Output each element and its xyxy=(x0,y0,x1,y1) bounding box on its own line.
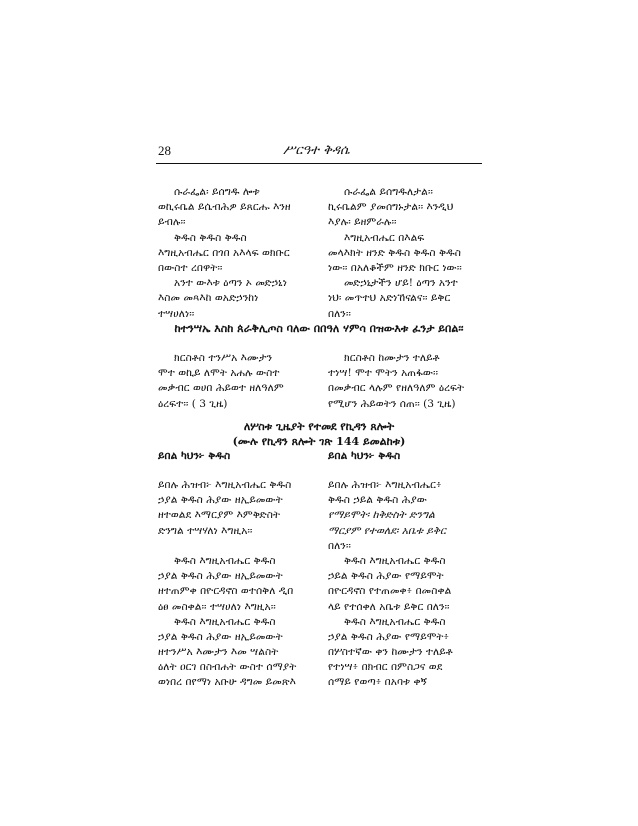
block1-left-column xyxy=(158,185,316,322)
text-line: መድኃኒታችን ሆይ! ዕጣን አንተ xyxy=(344,277,458,290)
text-line: ክርስቶስ ከሙታን ተለይቶ xyxy=(344,352,440,364)
text-line: ድንግል ተሣሃለነ እግዚአ፡፡ xyxy=(158,524,253,537)
text-line: ዘተንሥአ እሙታን እመ ሣልስት xyxy=(158,646,279,659)
block2-right-column xyxy=(328,351,486,412)
running-title: ሥርዓተ ቅዳሴ xyxy=(283,143,350,158)
block3-right-column xyxy=(328,478,486,691)
text-line: ሱራፌል ይሰግዱለታል፡፡ xyxy=(344,186,433,198)
text-line: ወነበረ በየማነ አቡሁ ዳግመ ይመጽእ xyxy=(158,676,296,689)
text-line: የማይሞት፡ ከቅድስት ድንግል xyxy=(328,509,435,522)
text-line: መላእክት ዘንድ ቅዱስ ቅዱስ ቅዱስ xyxy=(328,246,461,259)
text-line: ኃያል ቅዱስ ሕያው ዘኢይመውት xyxy=(158,494,283,507)
text-line: ሱራፌል፡ ይሰግዱ ሎቱ xyxy=(174,186,260,198)
page-number: 28 xyxy=(158,143,171,158)
text-line: ሞተ ወኪይ ለሞት አሐሉ ውስተ xyxy=(158,367,280,380)
block3-left-column xyxy=(158,478,316,691)
text-line: ኃያል ቅዱስ ሕያው የማይሞት፥ xyxy=(328,630,450,643)
text-line: የሚሆን ሕይወትን ሰጠ፡፡ (3 ጊዜ) xyxy=(328,397,456,410)
text-line: ነው፡፡ በአለቆችም ዘንድ ክቡር ነው፡፡ xyxy=(328,261,462,274)
text-line: ይበሉ ሕዝብ፦ እግዚአብሔር፥ xyxy=(328,479,442,491)
text-line: ኃይል ቅዱስ ሕያው የማይሞት xyxy=(328,570,444,583)
text-line xyxy=(158,539,316,554)
text-line: አንተ ውእቱ ዕጣን ኦ መድኃኒነ xyxy=(174,277,287,290)
header-rule xyxy=(156,163,482,164)
priest-label-right xyxy=(328,449,486,464)
text-line: ዕረፍተ፡፡ ( 3 ጊዜ) xyxy=(158,397,228,410)
text-line: ቅዱስ እግዚአብሔር ቅዱስ xyxy=(174,554,276,567)
text-line: ላይ የተሰቀለ አቤቱ ይቅር በለን፡፡ xyxy=(328,600,450,613)
text-line: ወኪሩቤል ይሴብሕዎ ይጸርሑ እንዘ xyxy=(158,201,291,214)
text-line: ዕፀ መስቀል፡፡ ተሣሀለነ እግዚአ፡፡ xyxy=(158,600,276,613)
text-line: ዘተጠምቀ በዮርዳኖስ ወተሰቅለ ዲበ xyxy=(158,585,294,598)
text-line: ቅዱስ እግዚአብሔር ቅዱስ xyxy=(344,615,446,628)
text-line: ክርስቶስ ተንሥአ እሙታን xyxy=(174,352,273,364)
text-line: ይብሉ፡፡ xyxy=(158,216,186,229)
block1-right-column xyxy=(328,185,486,322)
text-line: ይበሉ ሕዝብ፦ እግዚአብሔር ቅዱስ xyxy=(158,479,292,491)
text-line: ሰማይ የወጣ፥ በአባቱ ቀኝ xyxy=(328,676,427,689)
text-line: ተሣሀለነ፡፡ xyxy=(158,307,195,320)
text-line: በለን፡፡ xyxy=(328,539,351,552)
section-heading: ከተንሣኤ እስከ ጰራቅሊጦስ ባለው በበዓለ ሃምሳ በዝውእቱ ፈንታ ይበል፡፡ xyxy=(174,322,464,335)
text-line: እግዚአብሔር በእልፍ xyxy=(344,231,425,244)
text-line: ኪሩቤልም ያመሰግኑታል፡፡ እንዲህ xyxy=(328,201,454,214)
text-line: እግዚአብሔር በጎበ አእላፍ ወክቡር xyxy=(158,246,290,259)
text-line: ተነሣ! ሞተ ሞትን አጠፋው፡፡ xyxy=(328,367,438,380)
text-line: ማርያም የተወለደ፡ አቤቱ ይቅር xyxy=(328,524,446,537)
text-line: የተነሣ፥ በክብር በምስጋና ወደ xyxy=(328,661,443,674)
text-line: ቅዱስ ኃይል ቅዱስ ሕያው xyxy=(328,494,427,507)
text-line: በመቃብር ላሉም የዘለዓለም ዕረፍት xyxy=(328,382,465,395)
block2-left-column xyxy=(158,351,316,412)
text-line: ይበል ካህን፦ ቅዱስ xyxy=(328,450,401,462)
text-line: ይበል ካህን፦ ቅዱስ xyxy=(158,450,231,462)
text-line: መቃብር ወሀበ ሕይወተ ዘለዓለም xyxy=(158,382,284,395)
text-line: ዘተወልደ እማርያም እምቅድስት xyxy=(158,509,281,522)
section-heading-title: ለሦስቱ ጊዜያት የተመደ የኪዳን ጸሎት xyxy=(243,420,395,433)
text-line: በለን፡፡ xyxy=(328,307,351,320)
text-line: እያሉ፡ ይዘምራሉ፡፡ xyxy=(328,216,397,229)
text-line: ቅዱስ ቅዱስ ቅዱስ xyxy=(174,231,247,244)
text-line: እስመ መጻእከ ወአድኃንከነ xyxy=(158,292,259,305)
text-line: ዕለት ዐርገ በስብሐት ውስተ ሰማያት xyxy=(158,661,297,674)
text-line: ነህ፡ መጥተህ አድነኸናልና፡፡ ይቅር xyxy=(328,292,451,305)
text-line: በሦስተኛው ቀን ከሙታን ተለይቶ xyxy=(328,646,453,659)
text-line: በዮርዳኖስ የተጠመቀ፥ በመስቀል xyxy=(328,585,452,598)
priest-label-left xyxy=(158,449,316,464)
text-line: ኃያል ቅዱስ ሕያው ዘኢይመውት xyxy=(158,570,283,583)
text-line: ኃያል ቅዱስ ሕያው ዘኢይመውት xyxy=(158,630,283,643)
text-line: በውስተ ረበዋት፡፡ xyxy=(158,261,223,274)
section-heading-reference: (ሙሉ የኪዳን ጸሎት ገጽ 144 ይመልከቱ) xyxy=(232,435,406,448)
text-line: ቅዱስ እግዚአብሔር ቅዱስ xyxy=(174,615,276,628)
text-line: ቅዱስ እግዚአብሔር ቅዱስ xyxy=(344,554,446,567)
